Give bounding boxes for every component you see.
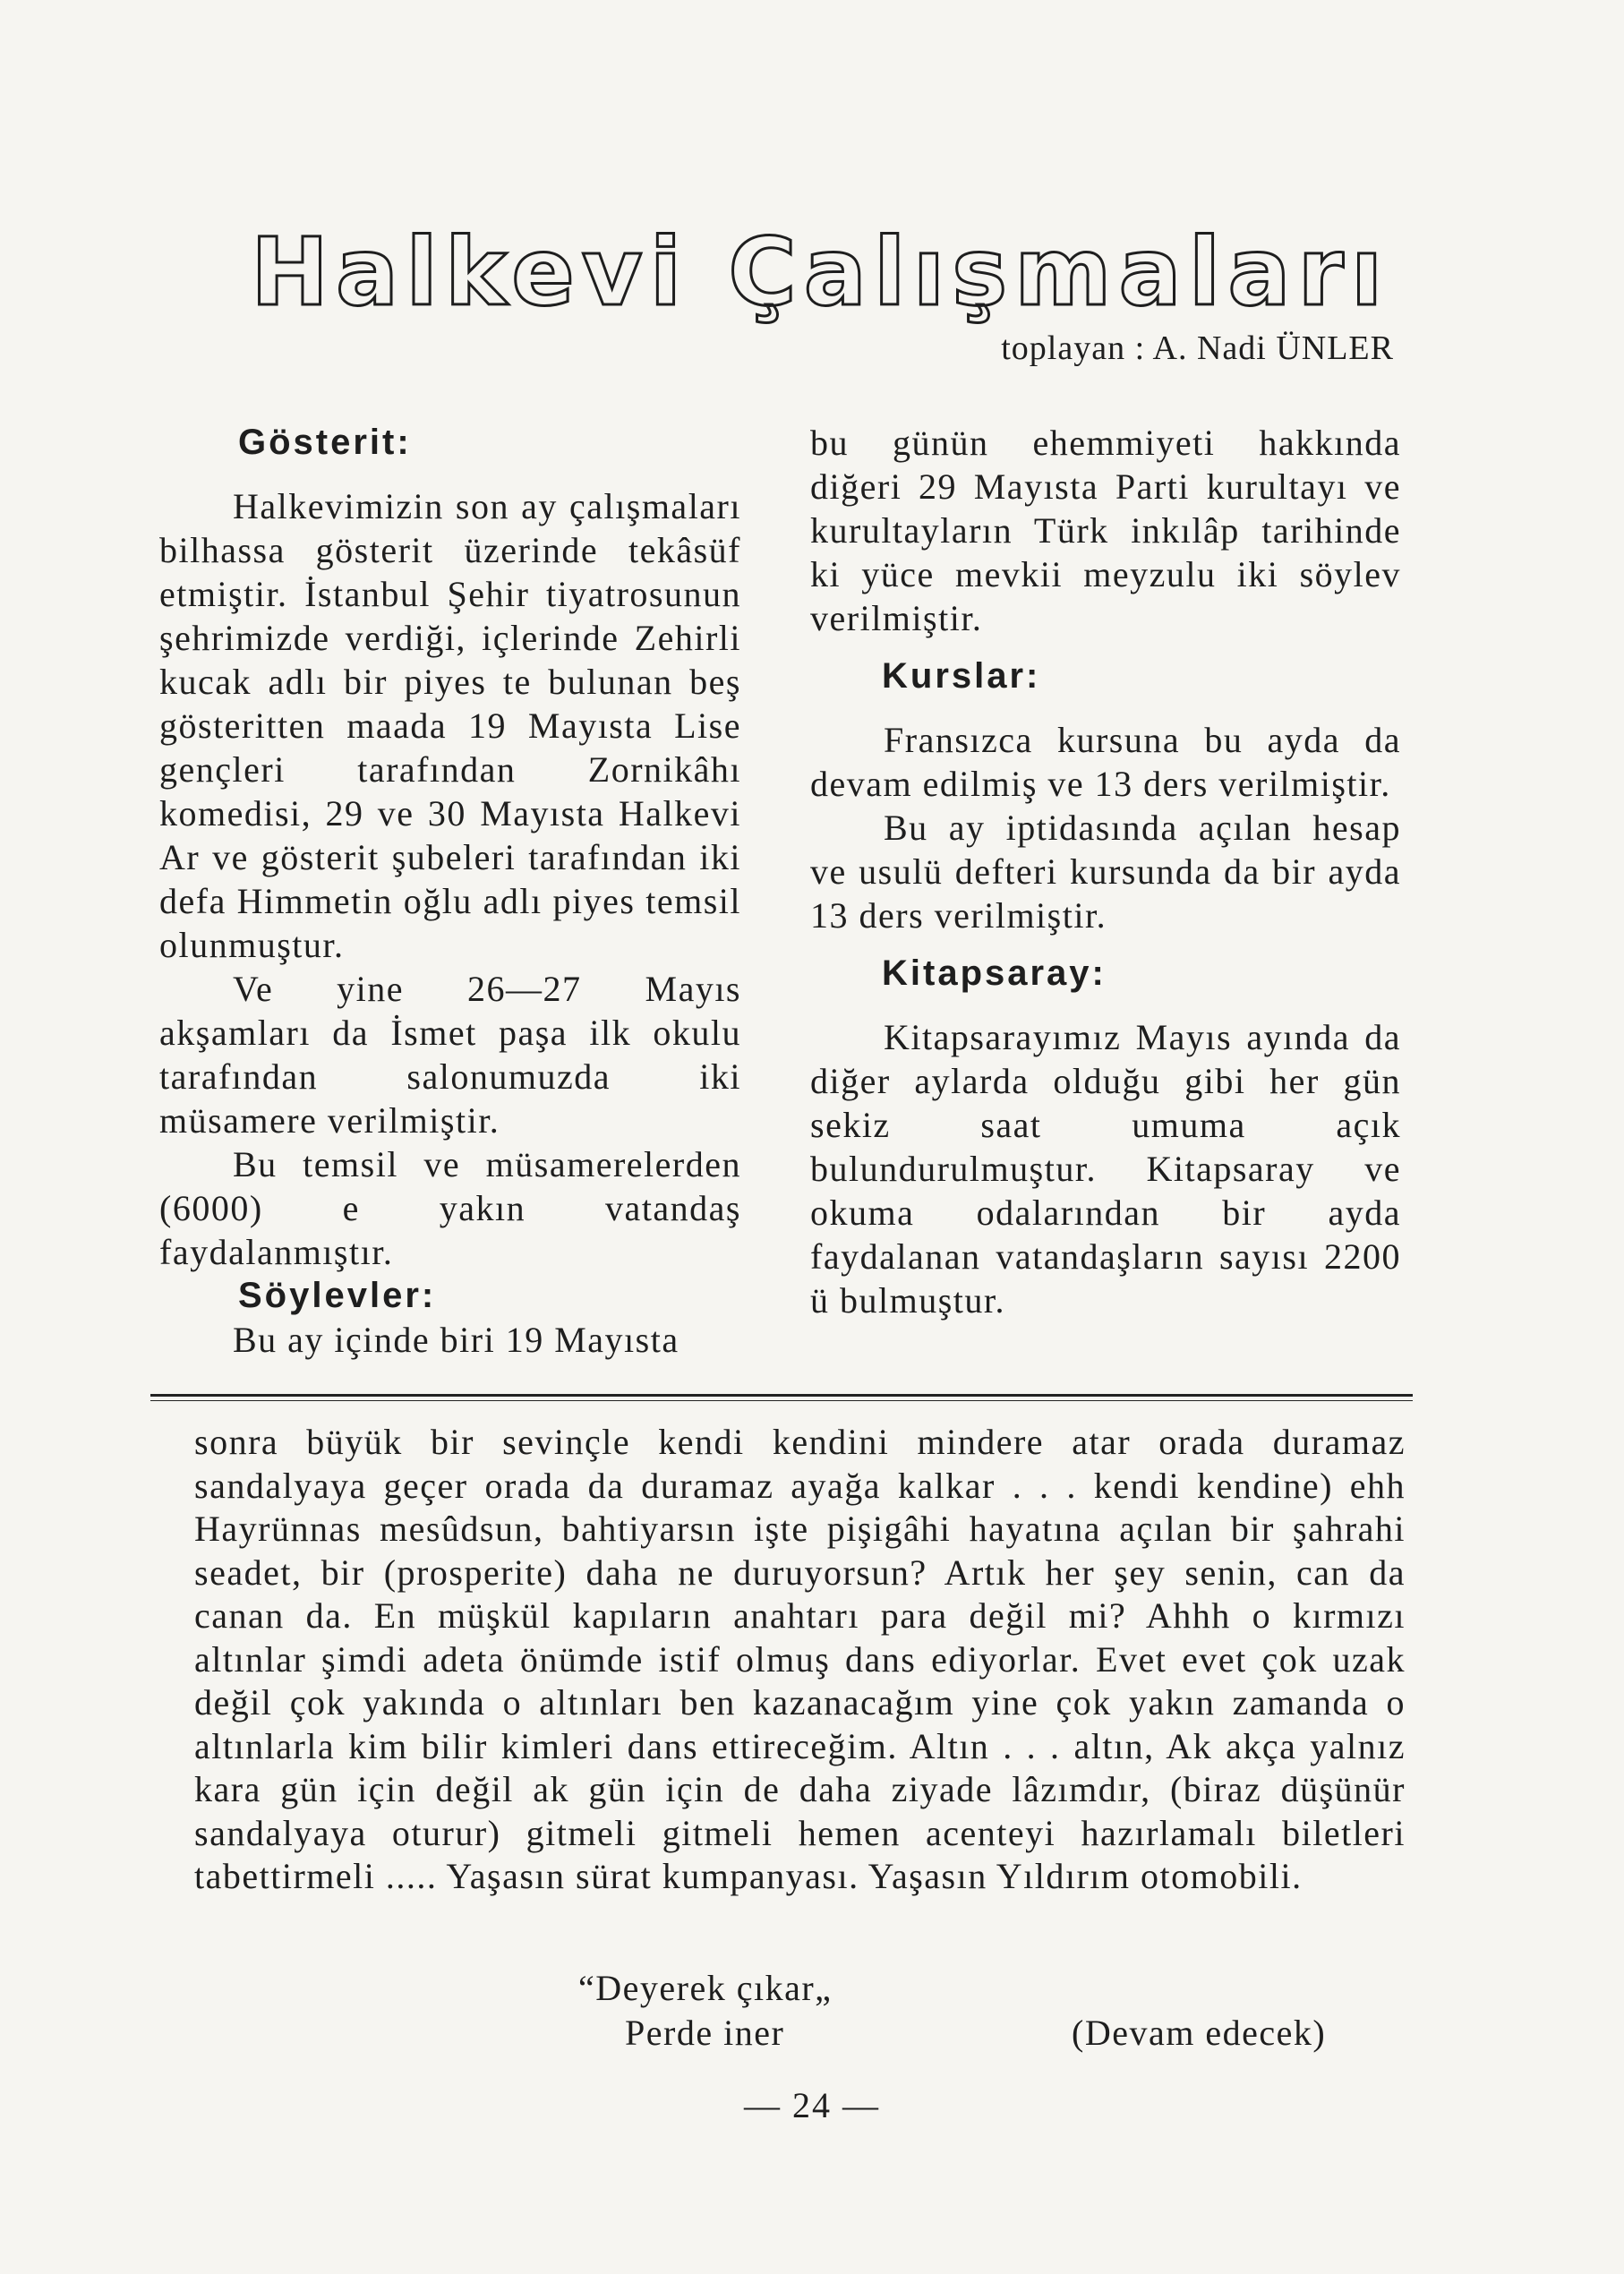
section-heading-gosterit: Gösterit: bbox=[238, 423, 412, 462]
page-number: — 24 — bbox=[744, 2085, 880, 2125]
paragraph: Fransızca kursuna bu ayda da devam edilmiş ve 13 ders verilmiştir. bbox=[810, 720, 1401, 804]
paragraph: Kitapsarayımız Mayıs ayında da diğer aylarda olduğu gibi her gün sekiz saat umuma açık bulundurulmuştur. Kitapsaray ve okuma odalarından bir ayda faydalanan vatandaşların sayısı 2200 ü bulmuştur. bbox=[810, 1017, 1401, 1321]
section-divider bbox=[150, 1394, 1413, 1397]
section-heading-kitapsaray: Kitapsaray: bbox=[882, 953, 1107, 993]
paragraph: Bu ay içinde biri 19 Mayısta bbox=[233, 1320, 680, 1360]
stage-direction-exit: “Deyerek çıkar„ bbox=[578, 1968, 833, 2008]
stage-direction-curtain: Perde iner bbox=[625, 2013, 785, 2053]
paragraph: Bu ay iptidasında açılan hesap ve usulü defteri kursunda da bir ayda 13 ders verilmiştir. bbox=[810, 808, 1401, 936]
paragraph: Bu temsil ve müsamerelerden (6000) e yakın vatandaş faydalanmıştır. bbox=[159, 1144, 741, 1272]
paragraph: Ve yine 26—27 Mayıs akşamları da İsmet paşa ilk okulu tarafından salonumuzda iki müsamere verilmiştir. bbox=[159, 969, 741, 1141]
section-heading-kurslar: Kurslar: bbox=[882, 656, 1041, 696]
right-column bbox=[810, 421, 1401, 1322]
page-title: Halkevi Çalışmaları bbox=[251, 218, 1390, 327]
to-be-continued-note: (Devam edecek) bbox=[1072, 2013, 1327, 2053]
compiler-credit: toplayan : A. Nadi ÜNLER bbox=[1001, 329, 1394, 367]
left-column bbox=[159, 421, 741, 1362]
paragraph: bu günün ehemmiyeti hakkında diğeri 29 Mayısta Parti kurultayı ve kurultayların Türk inkılâp tarihinde ki yüce mevkii meyzulu iki söylev verilmiştir. bbox=[810, 423, 1401, 638]
section-heading-soylevler: Söylevler: bbox=[238, 1276, 437, 1315]
paragraph: Halkevimizin son ay çalışmaları bilhassa gösterit üzerinde tekâsüf etmiştir. İstanbul Şehir tiyatrosunun şehrimizde verdiği, içlerinde Zehirli kucak adlı bir piyes te bulunan beş gösteritten maada 19 Mayısta Lise gençleri tarafından Zornikâhı komedisi, 29 ve 30 Mayısta Halkevi Ar ve gösterit şubeleri tarafından iki defa Himmetin oğlu adlı piyes temsil olunmuştur. bbox=[159, 486, 741, 965]
section-divider-thin bbox=[150, 1400, 1413, 1401]
serial-story-text: sonra büyük bir sevinçle kendi kendini mindere atar orada duramaz sandalyaya geçer orada da duramaz ayağa kalkar . . . kendi kendine) ehh Hayrünnas mesûdsun, bahtiyarsın işte pişigâhi hayatına açılan bir şahrahi seadet, bir (prosperite) daha ne duruyorsun? Artık her şey senin, can da canan da. En müşkül kapıların anahtarı para değil mi? Ahhh o kırmızı altınlar şimdi adeta önümde istif olmuş dans ediyorlar. Evet evet çok uzak değil çok yakında o altınları ben kazanacağım yine çok yakın zamanda o altınlarla kim bilir kimleri dans ettireceğim. Altın . . . altın, Ak akça yalnız kara gün için değil ak gün için de daha ziyade lâzımdır, (biraz düşünür sandalyaya oturur) gitmeli gitmeli hemen acenteyi hazırlamalı biletleri tabettirmeli ..... Yaşasın sürat kumpanyası. Yaşasın Yıldırım otomobili. bbox=[194, 1422, 1406, 1896]
